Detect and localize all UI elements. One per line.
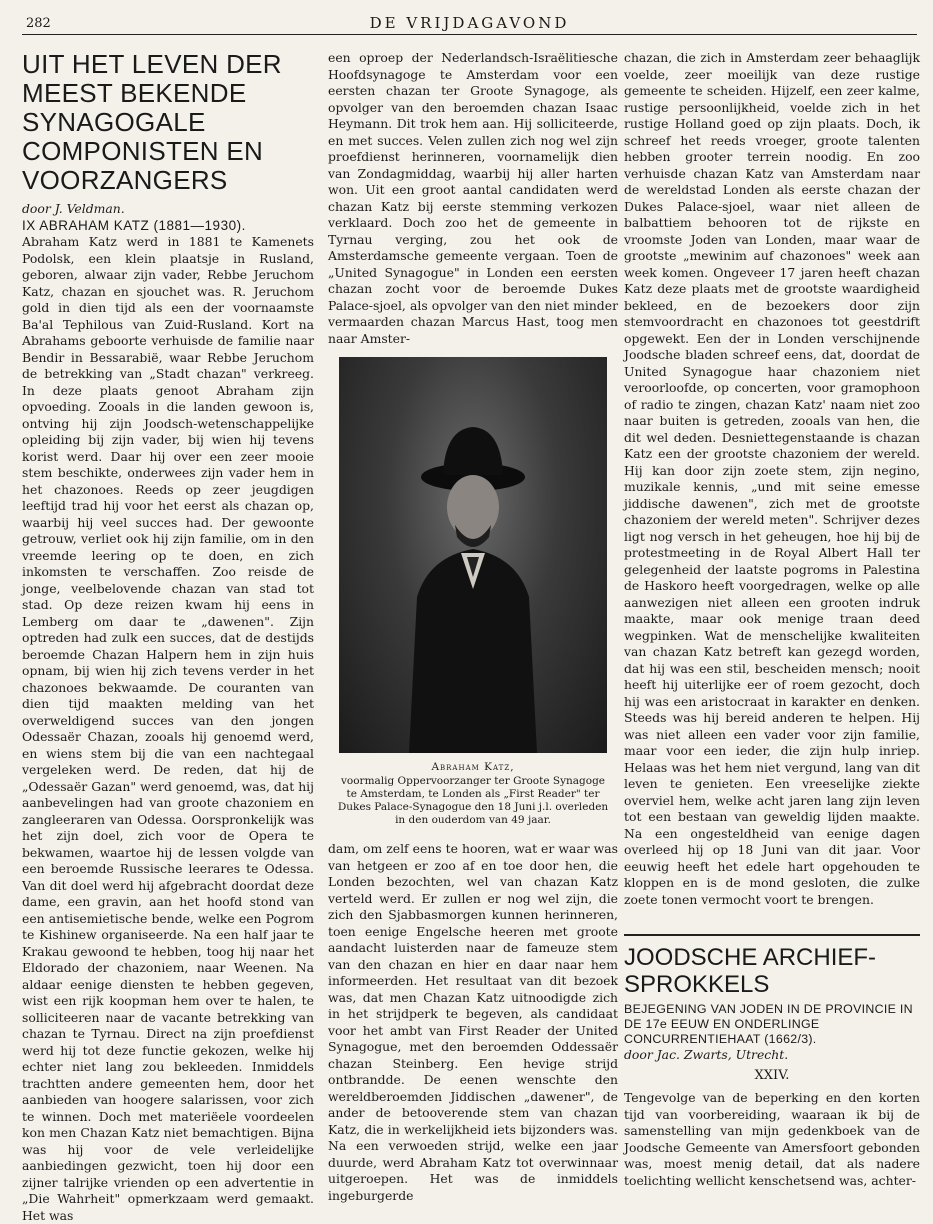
portrait-figure-icon [339, 357, 607, 753]
caption-text: voormalig Oppervoorzanger ter Groote Synagoge te Amsterdam, te Londen als „First Reader" ter Dukes Palace-Synagogue den 18 Juni j.l. overleden in den ouderdom van 49 jaar. [337, 775, 609, 826]
photo-caption [336, 761, 610, 827]
section-subtitle: BEJEGENING VAN JODEN IN DE PROVINCIE IN DE 17e EEUW EN ONDERLINGE CONCURRENTIEHAAT (1662/3). [624, 1002, 913, 1046]
page-header [22, 12, 917, 35]
masthead: DE VRIJDAGAVOND [369, 14, 570, 32]
column-1 [22, 49, 314, 1223]
page-number: 282 [26, 16, 51, 31]
article-body-col2-top: een oproep der Nederlandsch-Israëlitiesche Hoofdsynagoge te Amsterdam voor een eersten chazan ter Groote Synagoge, als opvolger van den beroemden chazan Isaac Heymann. Dit trok hem aan. Hij solliciteerde, en met succes. Velen zullen zich nog wel zijn proefdienst herinneren, voornamelijk dien van Zondagmiddag, waarbij hij aller harten won. Uit een groot aantal candidaten werd chazan Katz bij eerste stemming verkozen verklaard. Doch zoo het de gemeente in Tyrnau verging, zou het ook de Amsterdamsche gemeente vergaan. Toen de „United Synagogue" in Londen een eersten chazan zocht voor de beroemde Dukes Palace-sjoel, als opvolger van den niet minder vermaarden chazan Marcus Hast, toog men naar Amster- [328, 50, 618, 346]
caption-name: Abraham Katz, [431, 761, 515, 773]
section-byline: door Jac. Zwarts, Utrecht. [624, 1047, 789, 1062]
article-byline: door J. Veldman. [22, 201, 125, 216]
section-divider [624, 934, 920, 936]
portrait-photo [339, 357, 607, 753]
article-title: UIT HET LEVEN DER MEEST BEKENDE SYNAGOGALE COMPONISTEN EN VOORZANGERS [22, 49, 282, 195]
column-2 [328, 50, 618, 1203]
article-body-col1: Abraham Katz werd in 1881 te Kamenets Podolsk, een klein plaatsje in Rusland, geboren, alwaar zijn vader, Rebbe Jeruchom Katz, chazan en sjouchet was. R. Jeruchom gold in dien tijd als een der voornaamste Ba'al Tephilous van Zuid-Rusland. Kort na Abrahams geboorte verhuisde de familie naar Bendir in Bessarabië, waar Rebbe Jeruchom de betrekking van „Stadt chazan" verkreeg. In deze plaats genoot Abraham zijn opvoeding. Zooals in die landen gewoon is, ontving hij zijn Joodsch-wetenschappelijke opleiding bij zijn vader, bij wien hij tevens korist werd. Daar hij over een zeer mooie stem beschikte, onderwees zijn vader hem in het chazonoes. Reeds op zeer jeugdigen leeftijd trad hij voor het eerst als chazan op, waarbij hij veel succes had. Der gewoonte getrouw, verliet ook hij zijn familie, om in den vreemde leering op te doen, en zich inkomsten te verschaffen. Zoo reisde de jonge, veelbelovende chazan van stad tot stad. Op deze reizen kwam hij eens in Lemberg om daar te „dawenen". Zijn optreden had zulk een succes, dat de destijds beroemde Chazan Halpern hem in zijn huis opnam, bij wien hij zich tevens verder in het chazonoes bekwaamde. De couranten van dien tijd maakten melding van het overweldigend succes van den jongen Odessaër Chazan, zooals hij genoemd werd, en wiens stem bij die van een nachtegaal vergeleken werd. De reden, dat hij de „Odessaër Gazan" werd genoemd, was, dat hij aanbevelingen had van groote chazoniem en zangleeraren van Odessa. Oorspronkelijk was het zijn doel, zich voor de Opera te bekwamen, waartoe hij de lessen volgde van een beroemde Russische leerares te Odessa. Van dit doel werd hij afgebracht doordat deze dame, een gravin, aan het hoofd stond van een antisemietische bende, welke een Pogrom te Kishinew organiseerde. Na een half jaar te Krakau gewoond te hebben, toog hij naar het Eldorado der chazoniem, naar Weenen. Na aldaar eenige diensten te hebben gegeven, wist een rijk koopman hem over te halen, te solliciteeren naar de vacante betrekking van chazan te Tyrnau. Direct na zijn proefdienst werd hij tot deze functie gekozen, welke hij echter niet lang zou bekleeden. Inmiddels trachtten andere gemeenten hem, door het aanbieden van hoogere salarissen, voor zich te winnen. Doch met materiëele voordeelen kon men Chazan Katz niet bemachtigen. Bijna was hij voor de vele verleidelijke aanbiedingen gezwicht, toen hij door een zijner talrijke vrienden op een advertentie in „Die Wahrheit" opmerkzaam werd gemaakt. Het was [22, 234, 314, 1223]
section-body: Tengevolge van de beperking en den korten tijd van voorbereiding, waaraan ik bij de samenstelling van mijn gedenkboek van de Joodsche Gemeente van Amersfoort gebonden was, moest menig detail, dat als nadere toelichting wellicht kenschetsend was, achter- [624, 1090, 920, 1188]
section-title: JOODSCHE ARCHIEF-SPROKKELS [624, 944, 877, 998]
section-numeral: XXIV. [754, 1067, 790, 1083]
article-body-col3: chazan, die zich in Amsterdam zeer behaaglijk voelde, zeer moeilijk van deze rustige gemeente te scheiden. Hijzelf, een zeer kalme, rustige persoonlijkheid, voelde zich in het rustige Holland goed op zijn plaats. Doch, ik schreef het reeds vroeger, groote talenten hebben grooter terrein noodig. En zoo verhuisde chazan Katz van Amsterdam naar de wereldstad Londen als eerste chazan der Dukes Palace-sjoel, waar niet alleen de balbattiem behooren tot de rijkste en vroomste Joden van Londen, maar waar de grootste „mewinim auf chazonoes" week aan week komen. Ongeveer 17 jaren heeft chazan Katz deze plaats met de grootste waardigheid bekleed, en de bezoekers door zijn stemvoordracht en chazonoes tot geestdrift opgewekt. Een der in Londen verschijnende Joodsche bladen schreef eens, dat, doordat de United Synagogue haar chazoniem niet veroorloofde, op concerten, voor gramophoon of radio te zingen, chazan Katz' naam niet zoo naar buiten is getreden, zooals van hen, die dit wel deden. Desniettegenstaande is chazan Katz een der grootste chazoniem der wereld. Hij kan door zijn zoete stem, zijn negino, muzikale kennis, „und mit seine emesse jiddische dawenen", zich met de grootste chazoniem der wereld meten". Schrijver dezes ligt nog versch in het geheugen, hoe hij bij de protestmeeting in de Royal Albert Hall ter gelegenheid der laatste pogroms in Palestina de Haskoro heeft voorgedragen, welke op alle aanwezigen niet alleen een grooten indruk maakte, maar ook menige traan deed wegpinken. Wat de menschelijke kwaliteiten van chazan Katz betreft kan gezegd worden, dat hij was een stil, bescheiden mensch; nooit heeft hij uiterlijke eer of roem gezocht, doch hij was een aristocraat in karakter en denken. Steeds was hij bereid anderen te helpen. Hij was niet alleen een vader voor zijn familie, maar voor een ieder, die zijn hulp inriep. Helaas was het hem niet vergund, lang van dit leven te genieten. Een vreeselijke ziekte overviel hem, welke acht jaren lang zijn leven tot een bestaan van geweldig lijden maakte. Na een ongesteldheid van eenige dagen overleed hij op 18 Juni van dit jaar. Voor eeuwig heeft het edele hart opgehouden te kloppen en is de mond gesloten, die zulke zoete tonen vermocht voort te brengen. [624, 50, 920, 907]
article-subhead: IX ABRAHAM KATZ (1881—1930). [22, 217, 246, 233]
column-3 [624, 50, 920, 1190]
article-body-col2-bottom: dam, om zelf eens te hooren, wat er waar was van hetgeen er zoo af en toe door hen, die Londen bezochten, wel van chazan Katz verteld werd. Er zullen er nog wel zijn, die zich den Sjabbasmorgen kunnen herinneren, toen eenige Engelsche heeren met groote aandacht luisterden naar de fameuze stem van den chazan en hier en daar naar hem informeerden. Het resultaat van dit bezoek was, dat men Chazan Katz uitnoodigde zich in het strijdperk te begeven, als candidaat voor het ambt van First Reader der United Synagogue, met den beroemden Oddessaër chazan Steinberg. Een hevige strijd ontbrandde. De eenen wenschte den wereldberoemden Jiddischen „dawener", de ander de betooverende stem van chazan Katz, die in werkelijkheid iets bijzonders was. Na een verwoeden strijd, welke een jaar duurde, werd Abraham Katz tot overwinnaar uitgeroepen. Het was de inmiddels ingeburgerde [328, 841, 618, 1203]
